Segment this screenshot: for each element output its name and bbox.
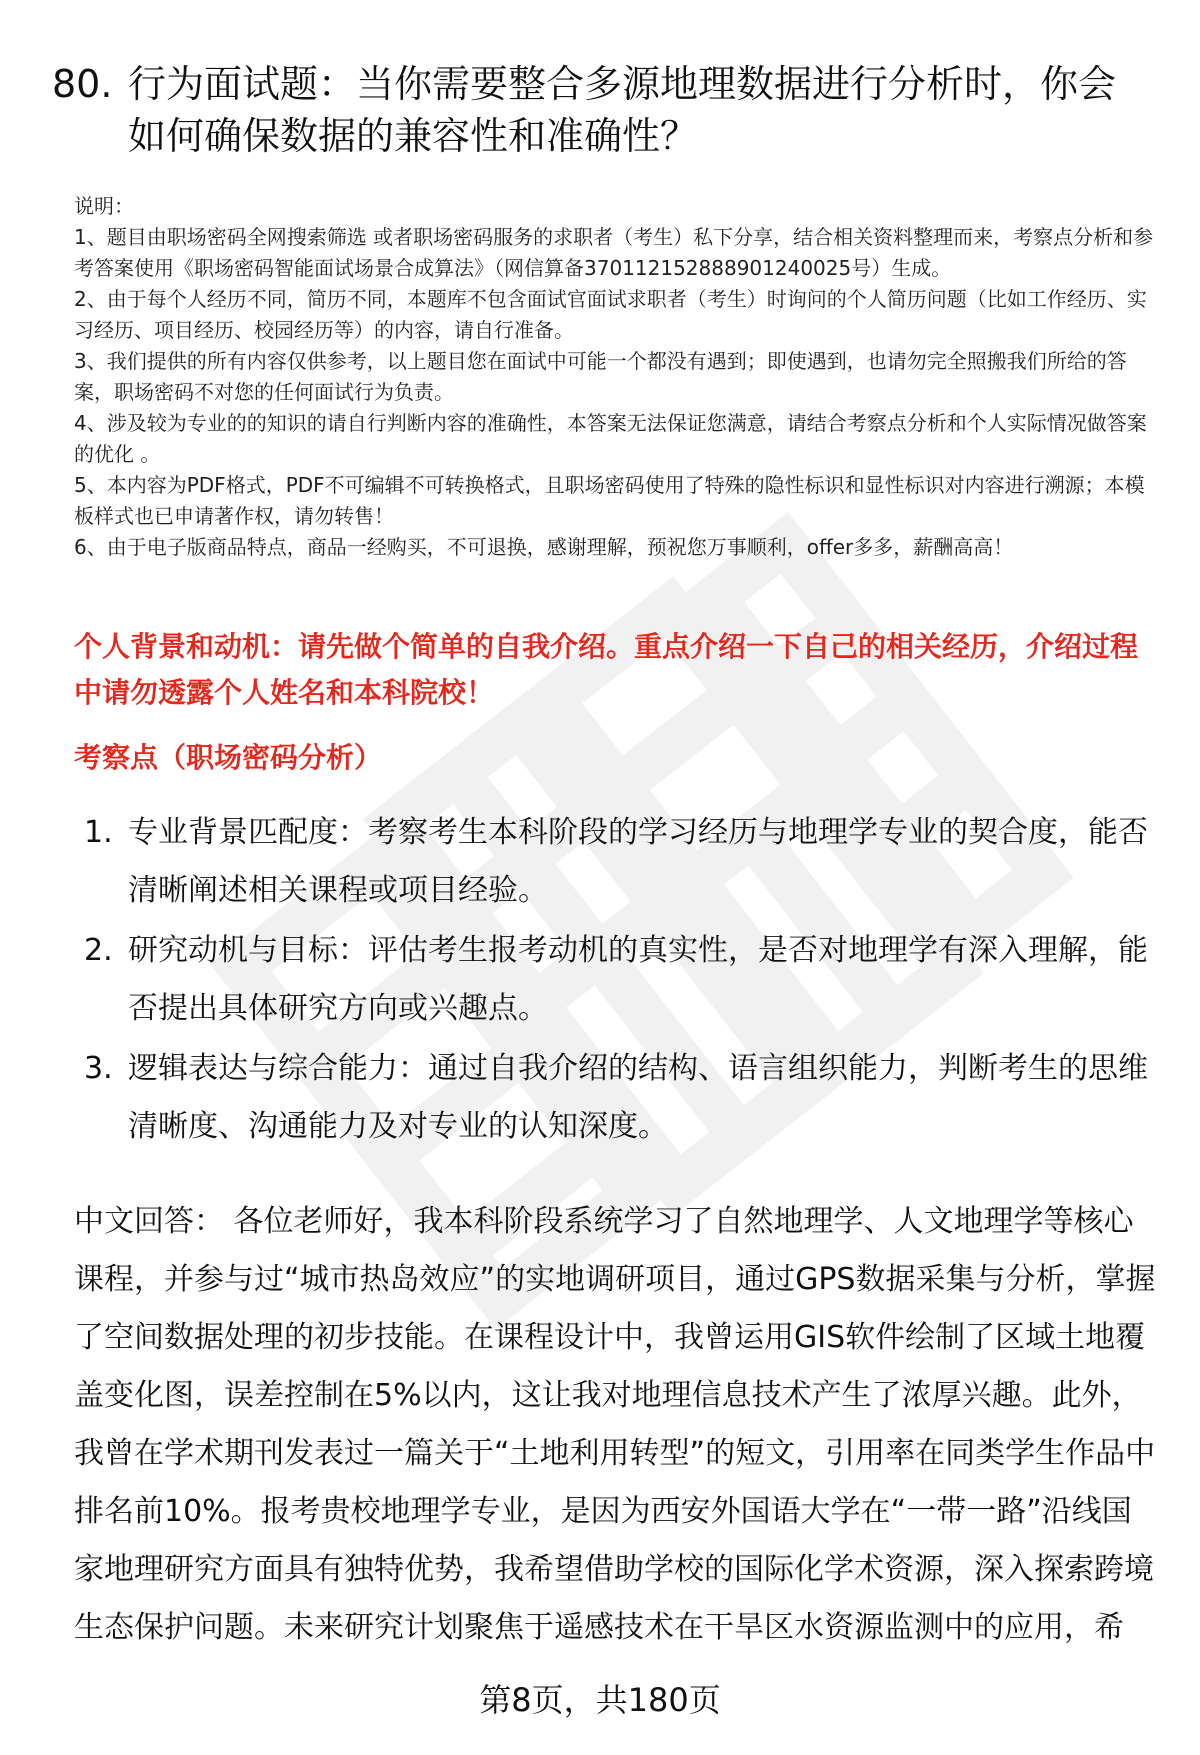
question-text: 行为面试题：当你需要整合多源地理数据进行分析时，你会如何确保数据的兼容性和准确性？	[128, 62, 1117, 158]
analysis-point-text: 研究动机与目标：评估考生报考动机的真实性，是否对地理学有深入理解，能否提出具体研究方向或兴趣点。	[128, 933, 1148, 1026]
note-item-5: 5、本内容为PDF格式，PDF不可编辑不可转换格式，且职场密码使用了特殊的隐性标识和显性标识对内容进行溯源；本模板样式也已申请著作权，请勿转售！	[74, 473, 1145, 528]
chinese-answer: 中文回答： 各位老师好，我本科阶段系统学习了自然地理学、人文地理学等核心课程，并参与过“城市热岛效应”的实地调研项目，通过GPS数据采集与分析，掌握了空间数据处理的初步技能。在课程设计中，我曾运用GIS软件绘制了区域土地覆盖变化图，误差控制在5%以内，这让我对地理信息技术产生了浓厚兴趣。此外，我曾在学术期刊发表过一篇关于“土地利用转型”的短文，引用率在同类学生作品中排名前10%。报考贵校地理学专业，是因为西安外国语大学在“一带一路”沿线国家地理研究方面具有独特优势，我希望借助学校的国际化学术资源，深入探索跨境生态保护问题。未来研究计划聚焦于遥感技术在干旱区水资源监测中的应用，希	[74, 1204, 1156, 1645]
analysis-heading: 考察点（职场密码分析）	[74, 741, 383, 774]
analysis-point-text: 逻辑表达与综合能力：通过自我介绍的结构、语言组织能力，判断考生的思维清晰度、沟通能力及对专业的认知深度。	[128, 1051, 1148, 1144]
note-item-3: 3、我们提供的所有内容仅供参考，以上题目您在面试中可能一个都没有遇到；即使遇到，也请勿完全照搬我们所给的答案，职场密码不对您的任何面试行为负责。	[74, 349, 1127, 404]
note-item-2: 2、由于每个人经历不同，简历不同，本题库不包含面试官面试求职者（考生）时询问的个人简历问题（比如工作经历、实习经历、项目经历、校园经历等）的内容，请自行准备。	[74, 287, 1147, 342]
note-item-1: 1、题目由职场密码全网搜索筛选 或者职场密码服务的求职者（考生）私下分享，结合相关资料整理而来，考察点分析和参考答案使用《职场密码智能面试场景合成算法》（网信算备370112152888901240025号）生成。	[74, 225, 1154, 280]
analysis-point-number: 2.	[84, 933, 113, 968]
analysis-points-list	[84, 804, 1154, 1158]
question-number: 80.	[52, 62, 113, 106]
analysis-point	[84, 1040, 1154, 1156]
analysis-point	[84, 922, 1154, 1038]
note-item-6: 6、由于电子版商品特点，商品一经购买，不可退换，感谢理解，预祝您万事顺利，offer多多，薪酬高高！	[74, 535, 1014, 559]
question-title	[52, 58, 1152, 162]
notes-heading: 说明：	[74, 194, 134, 218]
analysis-point	[84, 804, 1154, 920]
analysis-point-text: 专业背景匹配度：考察考生本科阶段的学习经历与地理学专业的契合度，能否清晰阐述相关课程或项目经验。	[128, 815, 1148, 908]
background-heading: 个人背景和动机：请先做个简单的自我介绍。重点介绍一下自己的相关经历，介绍过程中请勿透露个人姓名和本科院校！	[74, 630, 1139, 709]
page-footer: 第8页，共180页	[479, 1681, 721, 1719]
note-item-4: 4、涉及较为专业的的知识的请自行判断内容的准确性，本答案无法保证您满意，请结合考察点分析和个人实际情况做答案的优化 。	[74, 411, 1147, 466]
analysis-point-number: 3.	[84, 1051, 113, 1086]
analysis-point-number: 1.	[84, 815, 113, 850]
notes-section	[74, 191, 1154, 563]
